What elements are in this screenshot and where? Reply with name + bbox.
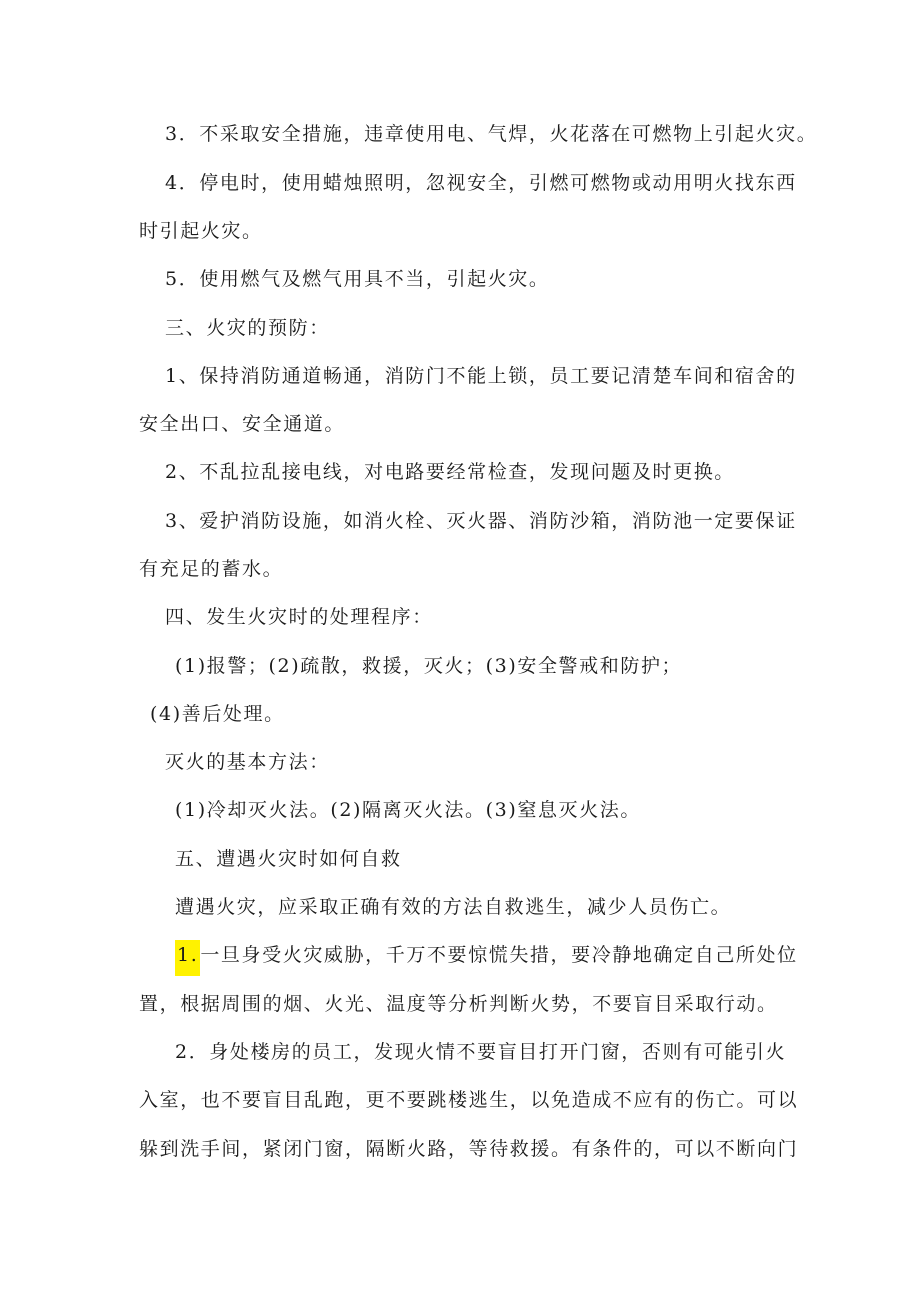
text-line: 有充足的蓄水。 (139, 558, 284, 580)
text-line: 3．不采取安全措施，违章使用电、气焊，火花落在可燃物上引起火灾。 (165, 123, 818, 145)
text-line: 2．身处楼房的员工，发现火情不要盲目打开门窗，否则有可能引火 (175, 1041, 787, 1063)
text-line: 1、保持消防通道畅通，消防门不能上锁，员工要记清楚车间和宿舍的 (165, 365, 797, 387)
text-line (175, 942, 798, 968)
text-line: (4)善后处理。 (150, 703, 285, 725)
section-heading: 四、发生火灾时的处理程序： (165, 606, 433, 628)
text-line: 躲到洗手间，紧闭门窗，隔断火路，等待救援。有条件的，可以不断向门 (139, 1138, 799, 1160)
text-line: 2、不乱拉乱接电线，对电路要经常检查，发现问题及时更换。 (165, 461, 735, 483)
subheading: 灭火的基本方法： (165, 751, 330, 773)
text-line: 5．使用燃气及燃气用具不当，引起火灾。 (165, 268, 550, 290)
text-line: 3、爱护消防设施，如消火栓、灭火器、消防沙箱，消防池一定要保证 (165, 510, 797, 532)
text-line: (1)报警；(2)疏散，救援，灭火；(3)安全警戒和防护； (175, 655, 683, 677)
section-heading: 三、火灾的预防： (165, 317, 330, 339)
text-line: 4．停电时，使用蜡烛照明，忽视安全，引燃可燃物或动用明火找东西 (165, 172, 797, 194)
text-line: 置，根据周围的烟、火光、温度等分析判断火势，不要盲目采取行动。 (139, 993, 778, 1015)
text-line-content: 一旦身受火灾威胁，千万不要惊慌失措，要冷静地确定自己所处位 (200, 944, 798, 966)
text-line: 遭遇火灾，应采取正确有效的方法自救逃生，减少人员伤亡。 (175, 896, 732, 918)
highlighted-number: 1. (175, 940, 200, 976)
text-line: 入室，也不要盲目乱跑，更不要跳楼逃生，以免造成不应有的伤亡。可以 (139, 1089, 799, 1111)
text-line: 安全出口、安全通道。 (139, 413, 346, 435)
section-heading: 五、遭遇火灾时如何自救 (175, 848, 402, 870)
text-line: 时引起火灾。 (139, 220, 263, 242)
text-line: (1)冷却灭火法。(2)隔离灭火法。(3)窒息灭火法。 (175, 799, 641, 821)
